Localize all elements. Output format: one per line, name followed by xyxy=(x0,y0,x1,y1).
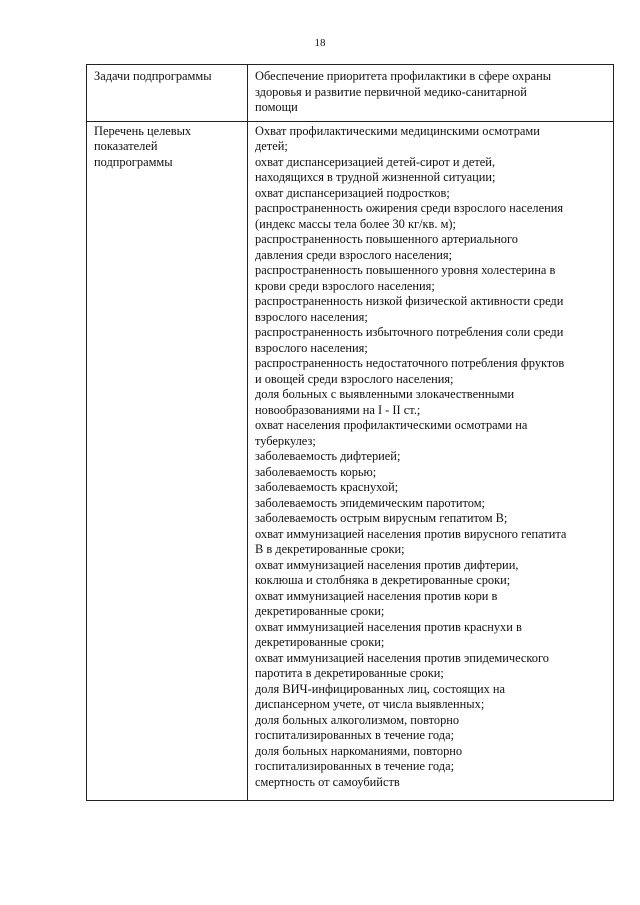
indicator-list-item: В в декретированные сроки; xyxy=(255,542,405,556)
indicator-list-item: коклюша и столбняка в декретированные сроки; xyxy=(255,573,511,587)
tasks-value-line: здоровья и развитие первичной медико-санитарной xyxy=(255,84,527,99)
indicator-list-item: госпитализированных в течение года; xyxy=(255,759,455,773)
indicator-list-item: Охват профилактическими медицинскими осмотрами xyxy=(255,123,540,138)
indicator-list-item: паротита в декретированные сроки; xyxy=(255,666,444,680)
indicator-list-item: доля больных с выявленными злокачественными xyxy=(255,387,515,401)
indicator-list-item: распространенность избыточного потребления соли среди xyxy=(255,325,564,339)
indicator-list-item: доля больных алкоголизмом, повторно xyxy=(255,712,460,727)
indicator-list-item: и овощей среди взрослого населения; xyxy=(255,371,454,386)
indicator-list-item: детей; xyxy=(255,139,288,153)
table-row-tasks xyxy=(87,65,614,122)
tasks-label-cell xyxy=(87,65,248,122)
indicator-list-item: заболеваемость острым вирусным гепатитом В; xyxy=(255,511,508,525)
indicator-list-item: туберкулез; xyxy=(255,433,316,448)
indicator-list-item: охват диспансеризацией детей-сирот и детей, xyxy=(255,154,496,169)
indicators-label-line: Перечень целевых xyxy=(94,123,192,138)
indicator-list-item: декретированные сроки; xyxy=(255,635,385,649)
indicator-list-item: охват иммунизацией населения против дифтерии, xyxy=(255,557,519,572)
indicator-list-item: находящихся в трудной жизненной ситуации; xyxy=(255,170,496,184)
subprogram-table xyxy=(86,64,614,801)
indicators-label-cell xyxy=(87,121,248,801)
indicator-list-item: доля ВИЧ-инфицированных лиц, состоящих на xyxy=(255,681,505,696)
tasks-value-line: Обеспечение приоритета профилактики в сфере охраны xyxy=(255,69,552,83)
indicator-list-item: заболеваемость эпидемическим паротитом; xyxy=(255,495,485,510)
indicator-list-item: заболеваемость краснухой; xyxy=(255,480,399,494)
indicator-list-item: распространенность ожирения среди взрослого населения xyxy=(255,201,564,215)
indicator-list-item: смертность от самоубийств xyxy=(255,774,400,789)
indicator-list-item: взрослого населения; xyxy=(255,309,368,324)
indicator-list-item: (индекс массы тела более 30 кг/кв. м); xyxy=(255,216,456,231)
indicator-list-item: распространенность повышенного артериального xyxy=(255,232,518,246)
table-row-indicators xyxy=(87,121,614,801)
indicator-list-item: заболеваемость дифтерией; xyxy=(255,449,401,463)
indicator-list-item: распространенность недостаточного потребления фруктов xyxy=(255,356,565,370)
indicator-list-item: распространенность низкой физической активности среди xyxy=(255,294,564,308)
indicator-list-item: крови среди взрослого населения; xyxy=(255,278,435,293)
indicator-list-item: давления среди взрослого населения; xyxy=(255,247,453,262)
indicator-list-item: охват иммунизацией населения против краснухи в xyxy=(255,619,522,634)
indicator-list-item: диспансерном учете, от числа выявленных; xyxy=(255,697,485,711)
tasks-label: Задачи подпрограммы xyxy=(94,69,212,83)
indicator-list-item: доля больных наркоманиями, повторно xyxy=(255,743,463,758)
page-number: 18 xyxy=(314,37,326,49)
indicator-list-item: заболеваемость корью; xyxy=(255,464,377,479)
indicator-list-item: охват иммунизацией населения против кори в xyxy=(255,588,498,603)
indicators-label-line: подпрограммы xyxy=(94,154,173,169)
indicator-list-item: охват диспансеризацией подростков; xyxy=(255,185,450,200)
tasks-value-cell xyxy=(248,65,614,122)
indicator-list-item: охват иммунизацией населения против эпидемического xyxy=(255,650,549,665)
indicators-label-line: показателей xyxy=(94,139,158,153)
indicator-list-item: охват населения профилактическими осмотрами на xyxy=(255,418,528,432)
indicator-list-item: охват иммунизацией населения против вирусного гепатита xyxy=(255,526,567,541)
indicator-list-item: взрослого населения; xyxy=(255,340,368,355)
indicator-list-item: новообразованиями на I - II ст.; xyxy=(255,402,421,417)
indicator-list-item: госпитализированных в течение года; xyxy=(255,728,455,742)
tasks-value-line: помощи xyxy=(255,100,298,114)
indicator-list-item: распространенность повышенного уровня холестерина в xyxy=(255,263,556,277)
indicator-list-item: декретированные сроки; xyxy=(255,604,385,618)
indicators-list-cell xyxy=(248,121,614,801)
